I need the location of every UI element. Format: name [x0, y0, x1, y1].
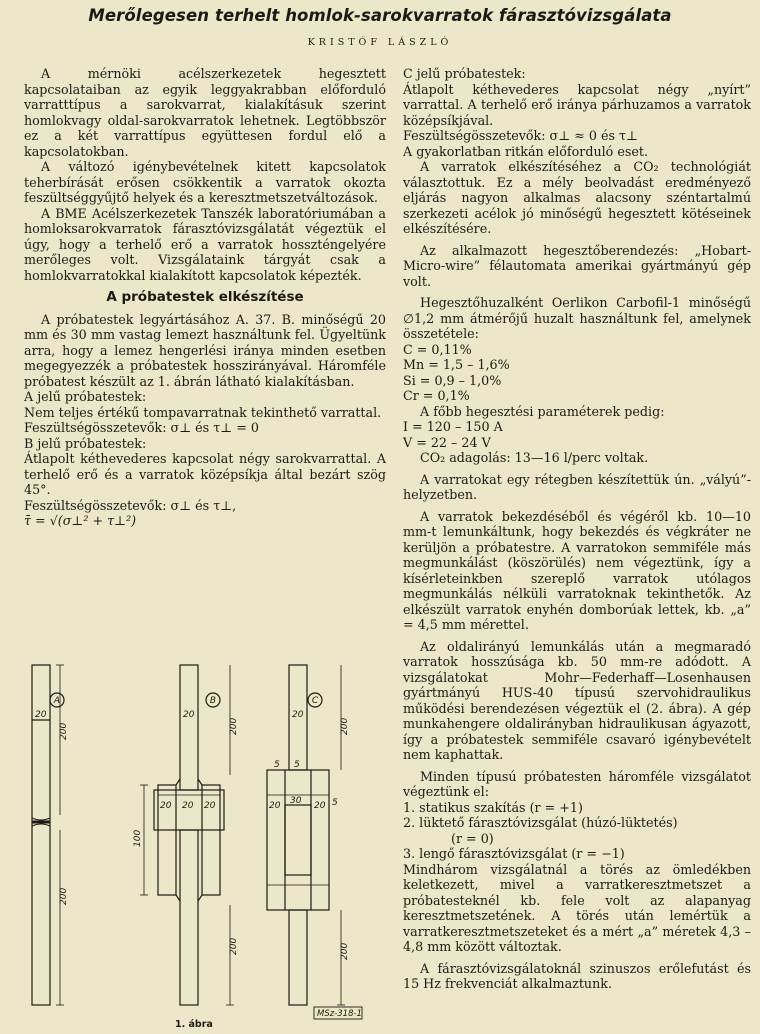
paragraph: A varratok elkészítéséhez a CO₂ technológiát választottuk. Ez a mély beolvadást eredményező eljárás nagyon alkalmas alacsony széntartalmú szerkezeti acélok jó minőségű hegesztett kötéseinek elkészítésére. [403, 159, 751, 236]
specimen-c-label: C jelű próbatestek: [403, 66, 526, 81]
specimen-b-label: B jelű próbatestek: [24, 435, 147, 451]
dim-5: 5 [274, 760, 280, 770]
dim-200: 200 [59, 722, 69, 740]
dim-30: 30 [290, 796, 302, 806]
paragraph: A varratok bekezdéséből és végéről kb. 10—10 mm-t lemunkáltunk, hogy bekezdés és végkráter ne kerüljön a próbatestre. A varratokon semmiféle más megmunkálást (köszörülés) nem végeztünk, így a kísérleteinkben szereplő varratok utólagos megmunkálás nélküli varratoknak tekinthetők. Az elkészült varratok enyhén domborúak lettek, kb. „a” = 4,5 mm mérettel. [403, 508, 751, 632]
specimen-figure [24, 655, 374, 1030]
right-column [403, 66, 751, 992]
specimen-a-description: Nem teljes értékű tompavarratnak tekinthető varrattal. [24, 404, 382, 420]
composition-line: C = 0,11% [403, 341, 472, 357]
paragraph: A BME Acélszerkezetek Tanszék laboratóriumában a homloksarokvarratok fárasztóvizsgálatát végeztük el úgy, hogy a terhelő erő a varratok hosszténgelyére merőleges volt. Vizsgálataink tárgyát csak a homlokvarratokkal kialakított kapcsolatok képezték. [24, 205, 386, 283]
specimen-c-description: Átlapolt kéthevederes kapcsolat négy „nyírt” varrattal. A terhelő erő iránya párhuzamos a varratok középsíkjával. [403, 81, 751, 128]
label-b: B [209, 696, 217, 706]
dim-200: 200 [229, 937, 239, 955]
specimen-c-joint [267, 770, 329, 910]
paragraph: Az oldalirányú lemunkálás után a megmaradó varratok hosszúsága kb. 50 mm-re adódott. A vizsgálatokat Mohr—Federhaff—Losenhausen gyártmányú HUS-40 típusú szervohidraulikus működési berendezésen végeztük el (2. ábra). A gép munkahengere oldalirányban hidraulikusan ágyazott, így a próbatestek semmiféle csavaró igénybevételt nem kaphattak. [403, 638, 751, 762]
composition-line: Mn = 1,5 – 1,6% [403, 357, 510, 372]
paragraph: Mindhárom vizsgálatnál a törés az ömledékben keletkezett, mivel a varratkeresztmetszet a próbatesteknél kb. fele volt az alapanyag keresztmetszetének. A törés után lemértük a varratkeresztmetszeteket és a mért „a” méretek 4,3 – 4,8 mm között változtak. [403, 861, 751, 954]
parameter-line: I = 120 – 150 A [403, 419, 503, 434]
author-name: KRISTÓF LÁSZLÓ [307, 37, 453, 48]
label-a: A [53, 696, 61, 706]
paragraph: A változó igénybevételnek kitett kapcsolatok teherbírását erősen csökkentik a varratok okozta feszültséggyűjtő helyek és a keresztmetszetváltozások. [24, 159, 386, 205]
dim-5: 5 [294, 760, 300, 770]
paragraph: Az alkalmazott hegesztőberendezés: „Hobart-Micro-wire” félautomata amerikai gyártmányú gép volt. [403, 242, 751, 289]
figure-stamp: MSz-318-1 [317, 1009, 362, 1019]
specimen-c-note: A gyakorlatban ritkán előforduló eset. [403, 143, 649, 159]
left-column [24, 66, 386, 529]
label-c: C [311, 696, 319, 706]
list-item: 2. lüktető fárasztóvizsgálat (húzó-lüktetés) [403, 815, 678, 830]
dim-100: 100 [133, 829, 143, 847]
dim-20: 20 [182, 801, 194, 811]
specimen-a-label: A jelű próbatestek: [24, 389, 147, 404]
list-item: 3. lengő fárasztóvizsgálat (r = −1) [403, 846, 625, 861]
dim-5: 5 [332, 798, 338, 808]
specimen-b-description: Átlapolt kéthevederes kapcsolat négy sarokvarrattal. A terhelő erő és a varratok középsíkja által bezárt szög 45°. [24, 451, 386, 497]
list-item: (r = 0) [451, 830, 494, 846]
dim-20: 20 [35, 710, 47, 720]
stress-formula: τ̄ = √(σ⊥² + τ⊥²) [24, 513, 137, 528]
dim-20: 20 [314, 801, 326, 811]
paragraph: A főbb hegesztési paraméterek pedig: [420, 403, 665, 419]
dim-20: 20 [160, 801, 172, 811]
paragraph: Hegesztőhuzalként Oerlikon Carbofil-1 minőségű ∅1,2 mm átmérőjű huzalt használtunk fel, amelynek összetétele: [403, 295, 751, 341]
parameter-line: V = 22 – 24 V [403, 434, 491, 450]
co2-rate: CO₂ adagolás: 13—16 l/perc voltak. [420, 450, 649, 465]
paragraph: Minden típusú próbatesten háromféle vizsgálatot végeztünk el: [403, 768, 751, 799]
dim-200: 200 [340, 717, 350, 735]
dim-20: 20 [204, 801, 216, 811]
dim-200: 200 [59, 887, 69, 905]
specimen-b-stress: Feszültségösszetevők: σ⊥ és τ⊥, [24, 497, 237, 513]
paragraph: A próbatestek legyártásához A. 37. B. minőségű 20 mm és 30 mm vastag lemezt használtunk fel. Ügyeltünk arra, hogy a lemez hengerlési iránya minden esetben megegyezzék a próbatestek hosszirányával. Háromféle próbatest készült az 1. ábrán látható kialakításban. [24, 311, 386, 389]
dim-200: 200 [229, 717, 239, 735]
dim-20: 20 [269, 801, 281, 811]
section-heading: A próbatestek elkészítése [106, 289, 304, 305]
dim-20: 20 [292, 710, 304, 720]
specimen-a-stress: Feszültségösszetevők: σ⊥ és τ⊥ = 0 [24, 420, 259, 435]
article-title: Merőlegesen terhelt homlok-sarokvarratok fárasztóvizsgálata [88, 6, 672, 25]
paragraph: A varratokat egy rétegben készítettük ún. „vályú”-helyzetben. [403, 471, 751, 502]
paragraph: A fárasztóvizsgálatoknál szinuszos erőlefutást és 15 Hz frekvenciát alkalmaztunk. [403, 960, 751, 991]
dim-200: 200 [340, 942, 350, 960]
figure-caption: 1. ábra [175, 1019, 213, 1030]
specimen-c-stress: Feszültségösszetevők: σ⊥ ≈ 0 és τ⊥ [403, 128, 638, 143]
composition-line: Si = 0,9 – 1,0% [403, 372, 502, 388]
list-item: 1. statikus szakítás (r = +1) [403, 799, 583, 815]
composition-line: Cr = 0,1% [403, 388, 470, 403]
dim-20: 20 [183, 710, 195, 720]
paragraph: A mérnöki acélszerkezetek hegesztett kapcsolataiban az egyik leggyakrabban előforduló varratttípus a sarokvarrat, kialakításuk szerint homlokvagy oldal-sarokvarratok lehetnek. Legtöbbször ez a két varrattípus együttesen fordul elő a kapcsolatokban. [24, 66, 386, 159]
